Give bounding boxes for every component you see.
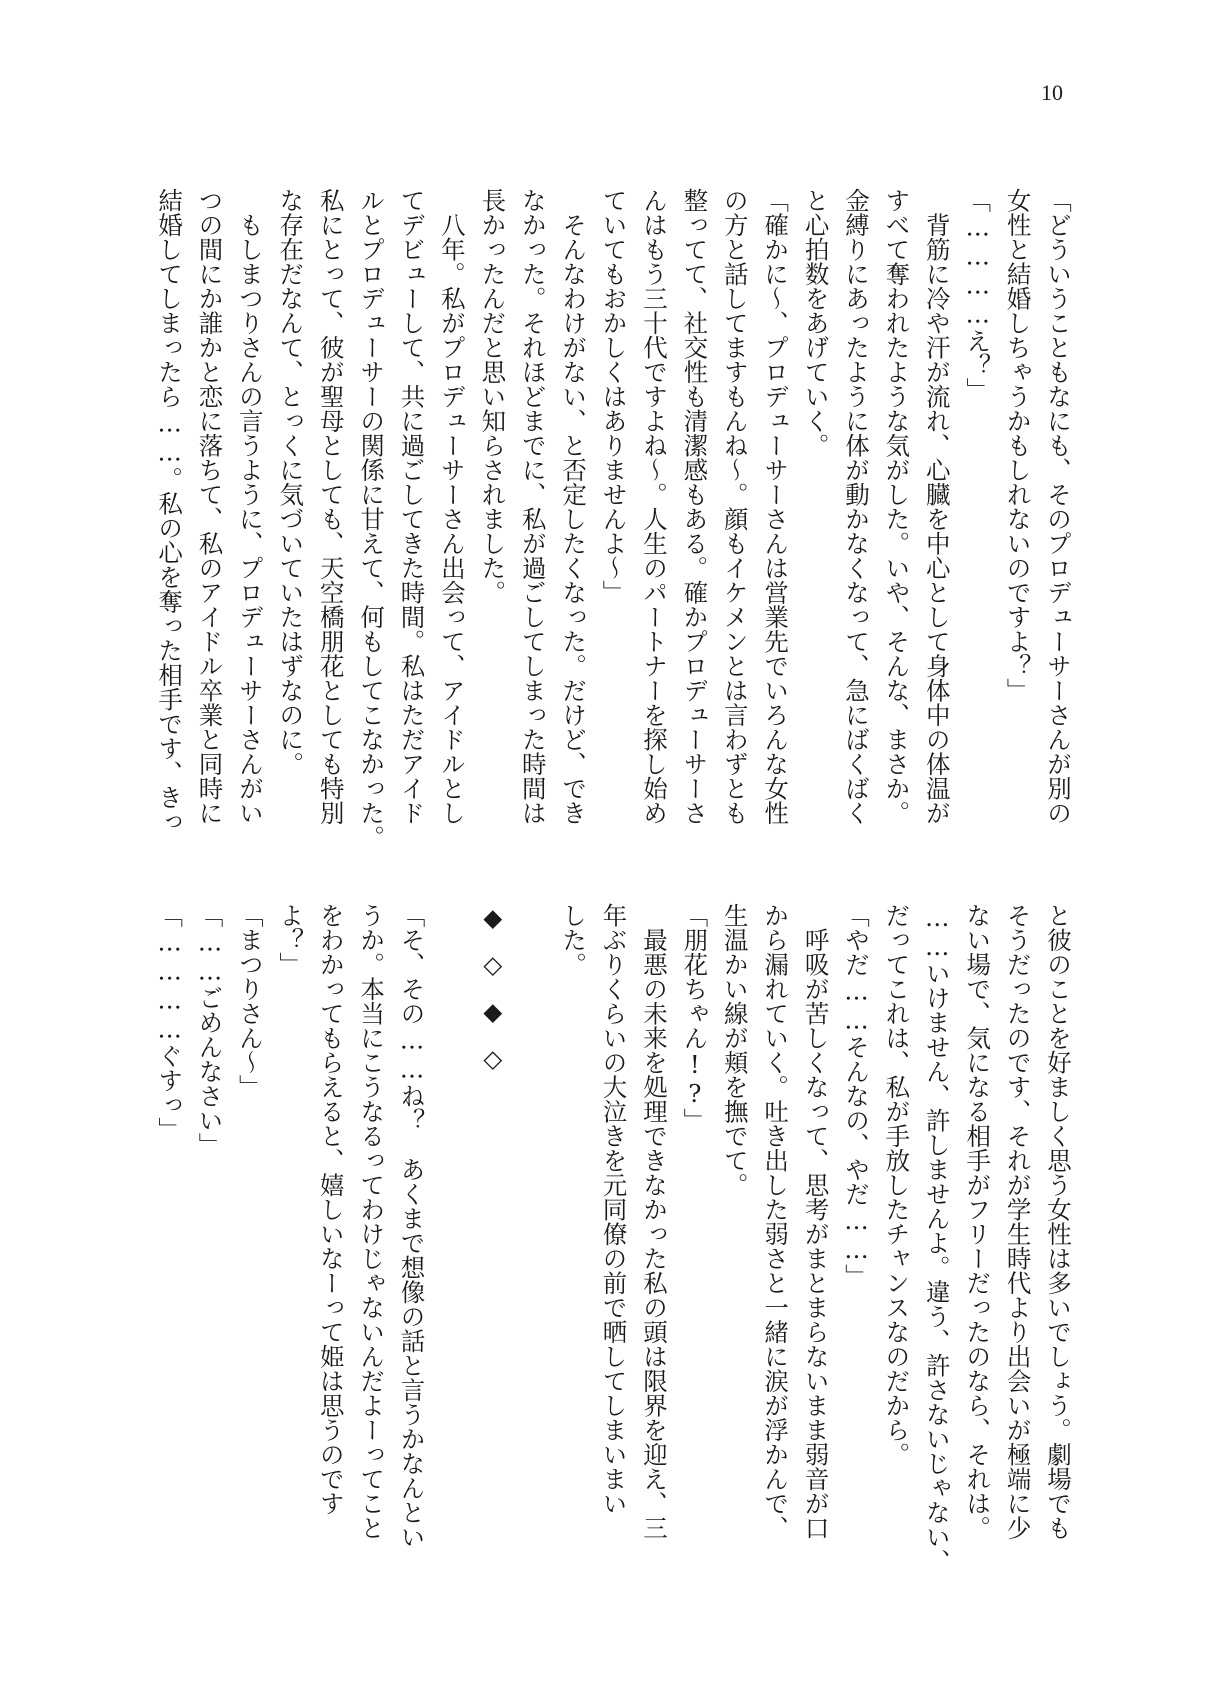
text-line: 「…………ぐすっ」 (155, 903, 185, 1142)
text-line: 「……ごめんなさい」 (195, 903, 225, 1157)
text-line: 生温かい線が頬を撫でて。 (720, 903, 750, 1197)
text-line: 最悪の未来を処理できなかった私の頭は限界を迎え、三 (639, 903, 669, 1540)
text-line: 長かったんだと思い知らされました。 (478, 188, 508, 605)
text-line: 呼吸が苦しくなって、思考がまとまらないまま弱音が口 (801, 903, 831, 1540)
text-line: の方と話してますもんね～。顔もイケメンとは言わずとも (720, 188, 750, 825)
text-line: した。 (559, 903, 589, 977)
text-line: 「朋花ちゃん!?」 (680, 903, 710, 1133)
text-line: 「…………え？」 (963, 188, 993, 402)
text-line: ルとプロデューサーの関係に甘えて、何もしてこなかった。 (357, 188, 387, 850)
text-line: ない場で、気になる相手がフリーだったのなら、それは。 (963, 903, 993, 1540)
text-line: 八年。私がプロデューサーさん出会って、アイドルとし (437, 188, 467, 825)
text-line: 結婚してしまったら……。私の心を奪った相手です、きっ (155, 188, 185, 834)
text-line: 「まつりさん～」 (235, 903, 265, 1099)
text-block-top (155, 188, 1078, 850)
text-line: すべて奪われたような気がした。いや、そんな、まさか。 (882, 188, 912, 825)
text-line: 女性と結婚しちゃうかもしれないのですよ？」 (1003, 188, 1033, 703)
text-line: と彼のことを好ましく思う女性は多いでしょう。劇場でも (1044, 903, 1073, 1540)
text-line: な存在だなんて、とっくに気づいていたはずなのに。 (276, 188, 306, 776)
text-line: 「そ、その……ね？ あくまで想像の話と言うかなんとい (397, 903, 427, 1549)
text-line: てデビューして、共に過ごしてきた時間。私はただアイド (397, 188, 427, 825)
text-line: もしまつりさんの言うように、プロデューサーさんがい (235, 188, 265, 825)
text-line: だってこれは、私が手放したチャンスなのだから。 (882, 903, 912, 1467)
scene-separator: ◆◇◆◇ (478, 903, 508, 1091)
text-line: と心拍数をあげていく。 (801, 188, 831, 458)
text-line: 「やだ……そんなの、やだ……」 (841, 903, 871, 1289)
text-line: ……いけません、許しませんよ。違う、許さないじゃない、 (922, 903, 952, 1574)
page-number: 10 (1041, 80, 1063, 105)
text-line: をわかってもらえると、嬉しいなーって姫は思うのです (316, 903, 346, 1516)
text-line: 背筋に冷や汗が流れ、心臓を中心として身体中の体温が (922, 188, 952, 825)
text-line: よ？」 (276, 903, 306, 977)
text-line: そんなわけがない、と否定したくなった。だけど、でき (559, 188, 589, 825)
text-line: 金縛りにあったように体が動かなくなって、急にばくばく (841, 188, 871, 825)
text-line: 私にとって、彼が聖母としても、天空橋朋花としても特別 (316, 188, 346, 825)
text-line: ていてもおかしくはありませんよ～」 (599, 188, 629, 605)
blank-line (512, 903, 552, 1543)
text-line: 「どういうこともなにも、そのプロデューサーさんが別の (1044, 188, 1073, 825)
text-line: 「確かに～、プロデューサーさんは営業先でいろんな女性 (761, 188, 791, 825)
text-line: 整ってて、社交性も清潔感もある。確かプロデューサーさ (680, 188, 710, 825)
text-line: から漏れていく。吐き出した弱さと一緒に涙が浮かんで、 (761, 903, 791, 1540)
text-line: 年ぶりくらいの大泣きを元同僚の前で晒してしまいまい (599, 903, 629, 1516)
blank-line (432, 903, 472, 1543)
text-line: そうだったのです、それが学生時代より出会いが極端に少 (1003, 903, 1033, 1540)
text-line: んはもう三十代ですよね～。人生のパートナーを探し始め (639, 188, 669, 825)
text-block-bottom (155, 903, 1078, 1574)
text-line: なかった。それほどまでに、私が過ごしてしまった時間は (518, 188, 548, 825)
text-line: つの間にか誰かと恋に落ちて、私のアイドル卒業と同時に (195, 188, 225, 825)
text-line: うか。本当にこうなるってわけじゃないんだよーってこと (357, 903, 387, 1540)
